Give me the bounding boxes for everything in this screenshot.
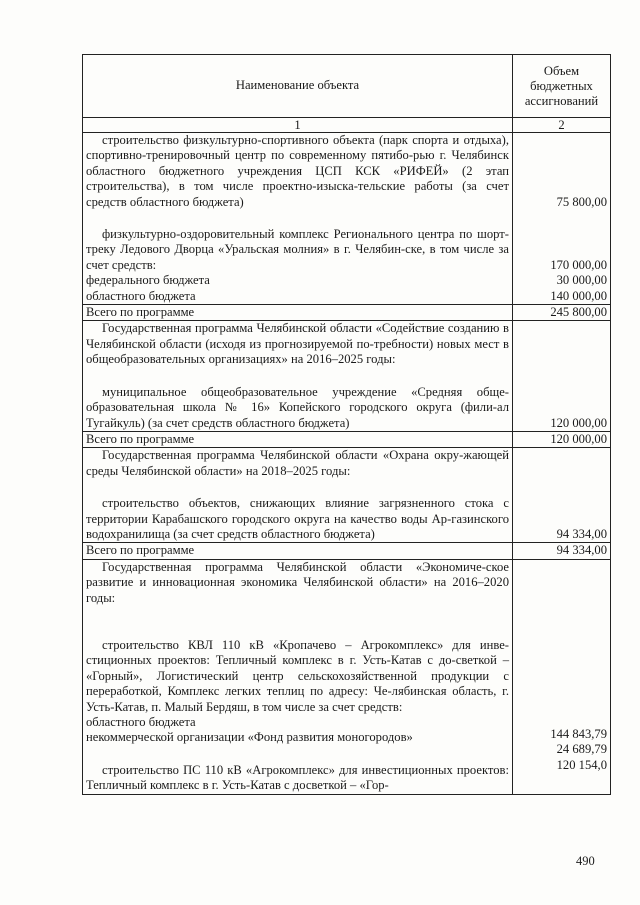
object-description: строительство КВЛ 110 кВ «Кропачево – Агрокомплекс» для инве-стиционных проектов: Тепличный комплекс в г. Усть-Катав с до-светкой – «Горный», Логистический центр сельскохозяйственной продукции с переработкой, Комплекс легких теплиц по адресу: Че-лябинская область, г. Усть-Катав, п. Малый Бердяш, в том числе за счет средств: <box>86 637 509 714</box>
table-row <box>83 321 611 431</box>
amount-value: 30 000,00 <box>556 273 607 288</box>
funding-source: областного бюджета <box>86 715 196 729</box>
object-cell <box>83 133 513 305</box>
total-label: Всего по программе <box>83 431 513 447</box>
header-budget-line: ассигнований <box>524 93 599 108</box>
table-row <box>83 448 611 543</box>
program-title: Государственная программа Челябинской области «Охрана окру-жающей среды Челябинской области» на 2018–2025 годы: <box>86 448 509 478</box>
total-row <box>83 431 611 447</box>
header-budget-volume <box>513 55 611 118</box>
amount-value: 120 154,0 <box>556 757 607 772</box>
column-number-2: 2 <box>513 118 611 133</box>
total-row <box>83 543 611 559</box>
amount-cell <box>513 133 611 305</box>
amount-value: 75 800,00 <box>556 195 607 210</box>
page-number: 490 <box>576 854 595 868</box>
amount-cell <box>513 559 611 794</box>
object-description: строительство объектов, снижающих влияние загрязненного стока с территории Карабашского городского округа на качество воды Ар-газинского водохранилища (за счет средств областного бюджета) <box>86 496 509 541</box>
object-cell <box>83 559 513 794</box>
amount-cell <box>513 321 611 431</box>
total-label: Всего по программе <box>83 543 513 559</box>
total-value: 245 800,00 <box>513 305 611 321</box>
table-row <box>83 559 611 794</box>
program-title: Государственная программа Челябинской области «Экономиче-ское развитие и инновационная экономика Челябинской области» на 2016–2020 годы: <box>86 559 509 605</box>
amount-value: 94 334,00 <box>556 526 607 541</box>
object-description: муниципальное общеобразовательное учреждение «Средняя обще-образовательная школа № 16» Копейского городского округа (фили-ал Тугайкуль) (за счет средств областного бюджета) <box>86 384 509 430</box>
amount-cell <box>513 448 611 543</box>
funding-source: федерального бюджета <box>86 273 210 288</box>
column-number-1: 1 <box>83 118 513 133</box>
object-description: строительство физкультурно-спортивного объекта (парк спорта и отдыха), спортивно-тренировочный центр по современному пятибо-рью г. Челябинск областного бюджетного учреждения ЦСП КСК «РИФЕЙ» (2 этап строительства), в том числе проектно-изыска-тельские работы (за счет средств областного бюджета) <box>86 133 509 209</box>
funding-source: некоммерческой организации «Фонд развития моногородов» <box>86 730 413 745</box>
object-cell <box>83 321 513 431</box>
table-row <box>83 133 611 305</box>
column-number-row <box>83 118 611 133</box>
funding-source: областного бюджета <box>86 288 196 303</box>
amount-value: 144 843,79 <box>550 726 607 741</box>
header-object-name: Наименование объекта <box>83 55 513 118</box>
amount-value: 120 000,00 <box>550 415 607 430</box>
amount-value: 170 000,00 <box>550 257 607 272</box>
total-value: 94 334,00 <box>513 543 611 559</box>
header-budget-line: Объем <box>543 63 580 78</box>
total-label: Всего по программе <box>83 305 513 321</box>
header-budget-line: бюджетных <box>530 78 593 93</box>
total-value: 120 000,00 <box>513 431 611 447</box>
appropriations-table <box>82 54 611 795</box>
total-row <box>83 305 611 321</box>
amount-value: 24 689,79 <box>556 742 607 757</box>
amount-value: 140 000,00 <box>550 288 607 303</box>
program-title: Государственная программа Челябинской области «Содействие созданию в Челябинской области (исходя из прогнозируемой по-требности) новых мест в общеобразовательных организациях» на 2016–2025 годы: <box>86 321 509 367</box>
object-description: строительство ПС 110 кВ «Агрокомплекс» для инвестиционных проектов: Тепличный комплекс в г. Усть-Катав с досветкой – «Гор- <box>86 762 509 793</box>
object-description: физкультурно-оздоровительный комплекс Регионального центра по шорт-треку Ледового Дворца «Уральская молния» в г. Челябин-ске, в том числе за счет средств: <box>86 227 509 272</box>
header-row <box>83 55 611 118</box>
object-cell <box>83 448 513 543</box>
